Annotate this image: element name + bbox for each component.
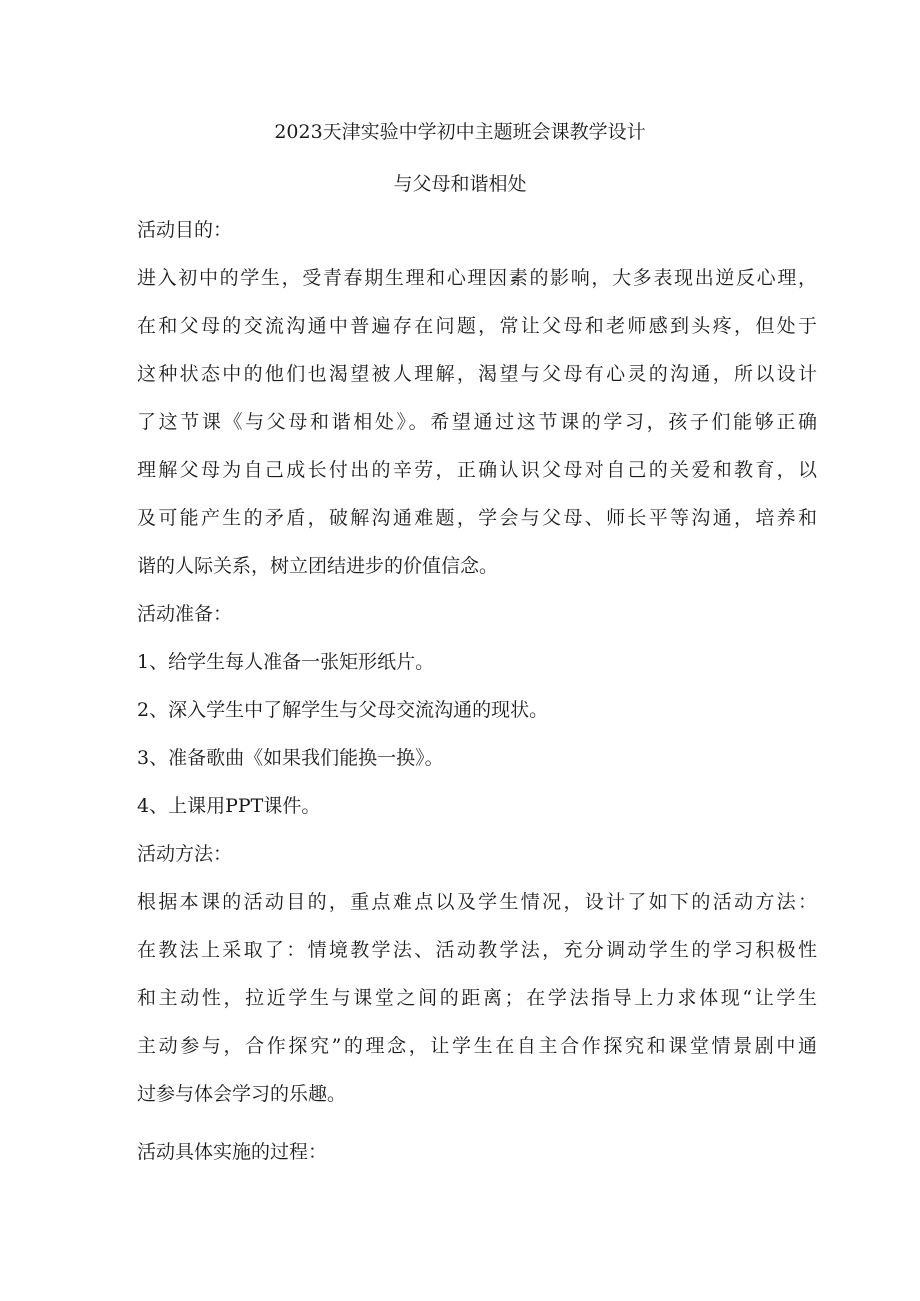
paragraph-line: 这种状态中的他们也渴望被人理解，渴望与父母有心灵的沟通，所以设计	[137, 363, 817, 385]
paragraph-line: 理解父母为自己成长付出的辛劳，正确认识父母对自己的关爱和教育，以	[137, 459, 817, 481]
paragraph-line: 在和父母的交流沟通中普遍存在问题，常让父母和老师感到头疼，但处于	[137, 315, 817, 337]
paragraph-line: 根据本课的活动目的，重点难点以及学生情况，设计了如下的活动方法：	[137, 891, 817, 913]
list-item: 1、给学生每人准备一张矩形纸片。	[137, 651, 435, 673]
paragraph-line: 和主动性，拉近学生与课堂之间的距离；在学法指导上力求体现“让学生	[137, 987, 817, 1009]
section-preparation	[137, 590, 817, 830]
paragraph-line: 主动参与，合作探究”的理念，让学生在自主合作探究和课堂情景剧中通	[137, 1035, 817, 1057]
section-heading-purpose: 活动目的：	[137, 219, 233, 241]
list-item: 2、深入学生中了解学生与父母交流沟通的现状。	[137, 699, 549, 721]
section-method	[137, 830, 817, 1118]
paragraph-line: 在教法上采取了：情境教学法、活动教学法，充分调动学生的学习积极性	[137, 939, 817, 961]
section-process	[137, 1128, 817, 1176]
list-item: 4、上课用PPT课件。	[137, 795, 321, 817]
paragraph-line: 了这节课《与父母和谐相处》。希望通过这节课的学习，孩子们能够正确	[137, 411, 817, 433]
section-heading-method: 活动方法：	[137, 843, 233, 865]
section-heading-preparation: 活动准备：	[137, 603, 233, 625]
section-heading-process: 活动具体实施的过程：	[137, 1141, 328, 1163]
paragraph-line: 过参与体会学习的乐趣。	[137, 1083, 347, 1105]
section-purpose	[137, 206, 817, 590]
list-item: 3、准备歌曲《如果我们能换一换》。	[137, 747, 444, 769]
document-subtitle: 与父母和谐相处	[393, 173, 527, 195]
paragraph-line: 进入初中的学生，受青春期生理和心理因素的影响，大多表现出逆反心理，	[137, 267, 817, 289]
paragraph-line: 谐的人际关系，树立团结进步的价值信念。	[137, 555, 499, 577]
paragraph-line: 及可能产生的矛盾，破解沟通难题，学会与父母、师长平等沟通，培养和	[137, 507, 817, 529]
document-title: 2023天津实验中学初中主题班会课教学设计	[274, 121, 646, 143]
